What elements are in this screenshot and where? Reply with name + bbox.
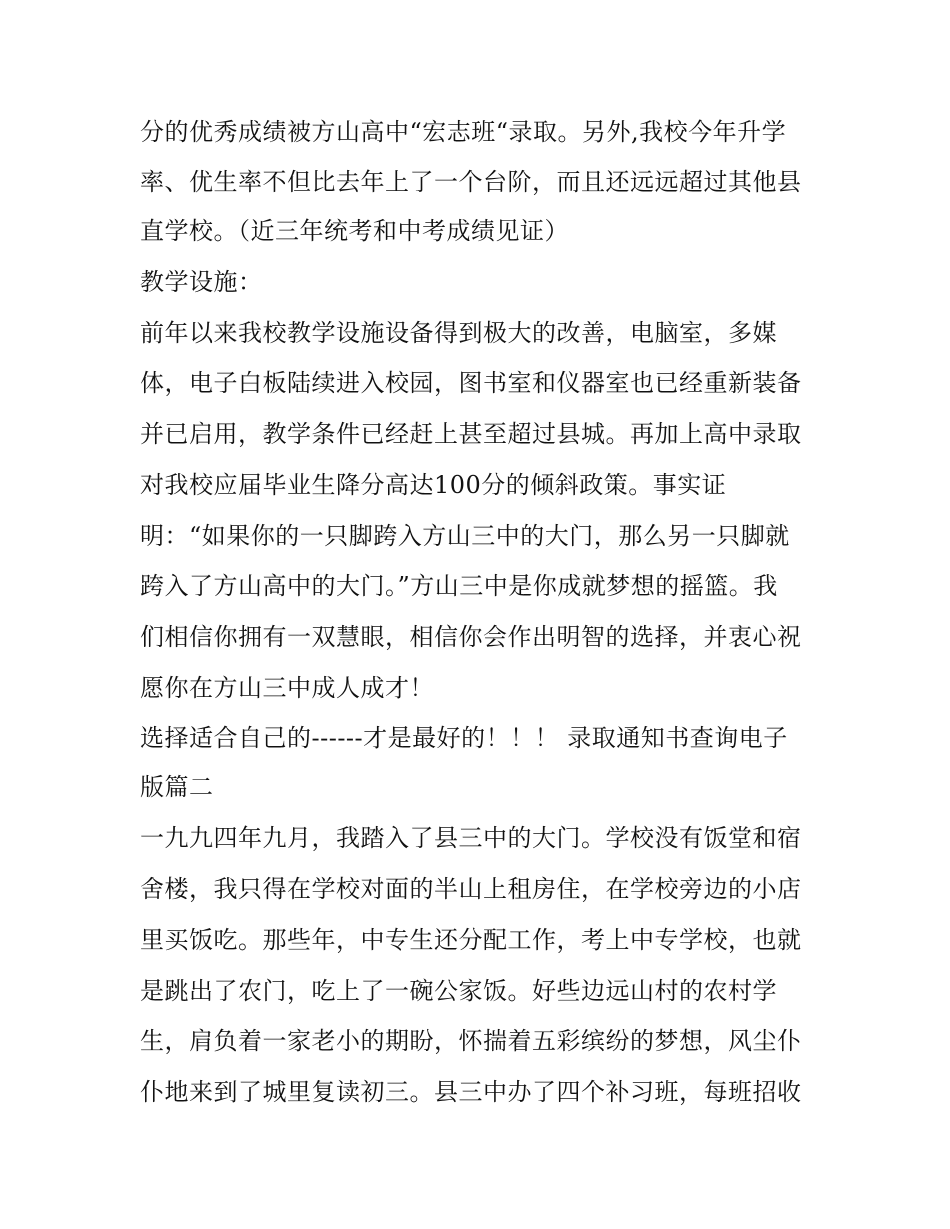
paragraph-line: 明：“如果你的一只脚跨入方山三中的大门，那么另一只脚就 [140, 522, 790, 550]
paragraph-line: 舍楼，我只得在学校对面的半山上租房住，在学校旁边的小店 [140, 875, 802, 903]
paragraph-line: 体，电子白板陆续进入校园，图书室和仪器室也已经重新装备 [140, 369, 802, 397]
paragraph-line: 里买饭吃。那些年，中专生还分配工作，考上中专学校，也就 [140, 926, 802, 954]
paragraph-line: 分的优秀成绩被方山高中“宏志班“录取。另外,我校今年升学 [140, 118, 787, 146]
paragraph-line: 前年以来我校教学设施设备得到极大的改善，电脑室，多媒 [140, 319, 777, 347]
paragraph-line: 对我校应届毕业生降分高达100分的倾斜政策。事实证 [140, 471, 727, 499]
paragraph-line: 并已启用，教学条件已经赶上甚至超过县城。再加上高中录取 [140, 420, 802, 448]
section-heading: 教学设施： [140, 268, 263, 296]
paragraph-line: 愿你在方山三中成人成才！ [140, 674, 434, 702]
paragraph-line: 们相信你拥有一双慧眼，相信你会作出明智的选择，并衷心祝 [140, 623, 802, 651]
paragraph-line: 跨入了方山高中的大门。”方山三中是你成就梦想的摇篮。我 [140, 572, 778, 600]
section-title-line: 版篇二 [140, 773, 214, 801]
paragraph-line: 是跳出了农门，吃上了一碗公家饭。好些边远山村的农村学 [140, 977, 777, 1005]
paragraph-line: 一九九四年九月，我踏入了县三中的大门。学校没有饭堂和宿 [140, 824, 802, 852]
paragraph-line: 率、优生率不但比去年上了一个台阶，而且还远远超过其他县 [140, 168, 802, 196]
paragraph-line: 直学校。（近三年统考和中考成绩见证） [140, 217, 569, 245]
paragraph-line: 生，肩负着一家老小的期盼，怀揣着五彩缤纷的梦想，风尘仆 [140, 1027, 802, 1055]
paragraph-line: 仆地来到了城里复读初三。县三中办了四个补习班，每班招收 [140, 1078, 802, 1106]
paragraph-line: 选择适合自己的------才是最好的！！！ 录取通知书查询电子 [140, 724, 788, 752]
